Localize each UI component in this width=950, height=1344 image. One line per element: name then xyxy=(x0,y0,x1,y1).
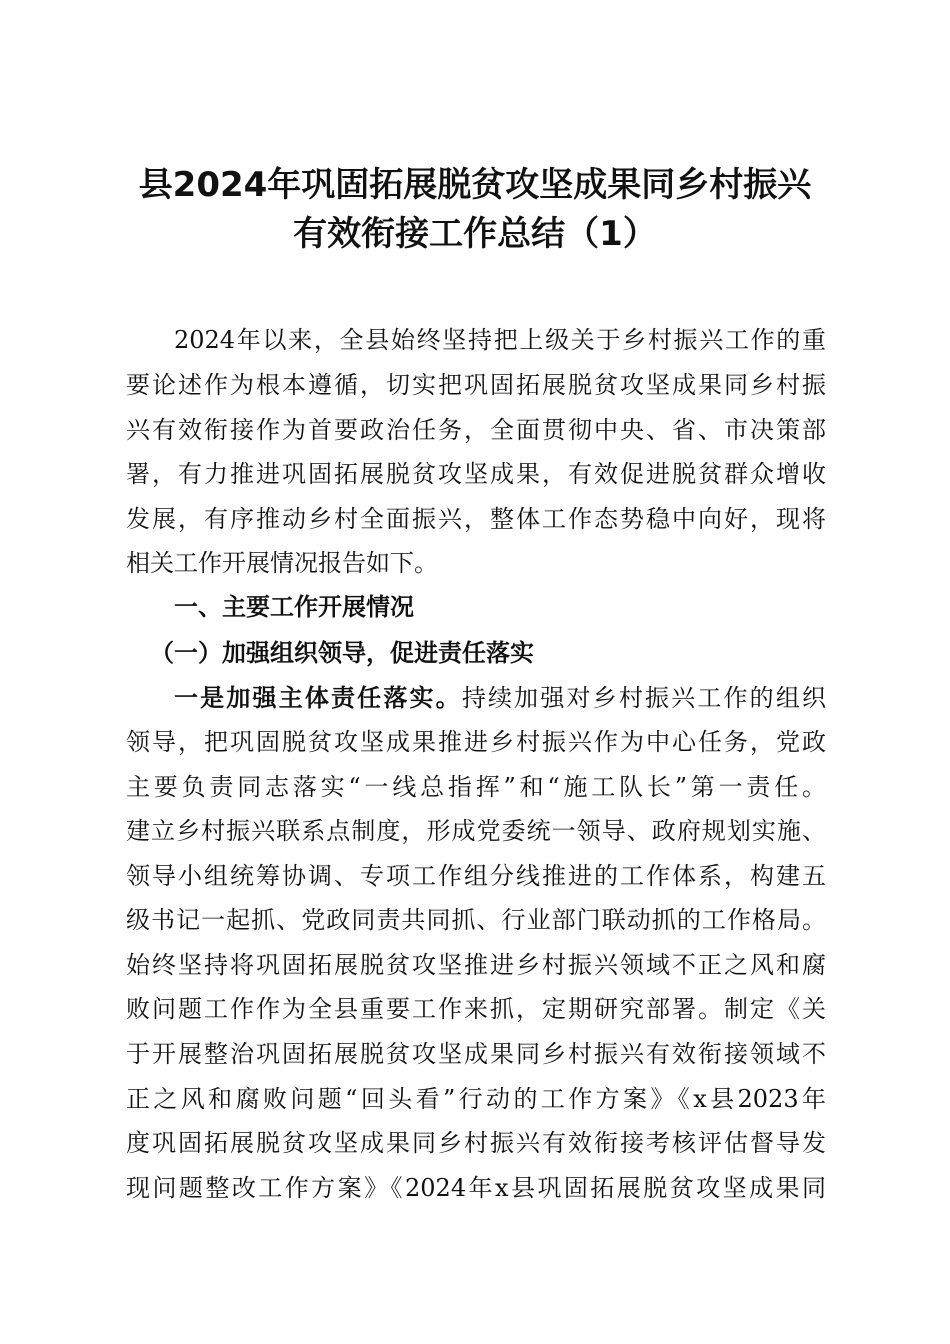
intro-line: 署，有力推进巩固拓展脱贫攻坚成果，有效促进脱贫群众增收 xyxy=(126,460,826,488)
paragraph-line: 正之风和腐败问题“回头看”行动的工作方案》《x县2023年 xyxy=(126,1085,826,1113)
paragraph-line: 主要负责同志落实“一线总指挥”和“施工队长”第一责任。 xyxy=(126,773,826,801)
document-title-line-1: 县2024年巩固拓展脱贫攻坚成果同乡村振兴 xyxy=(138,165,812,205)
paragraph-line: 始终坚持将巩固拓展脱贫攻坚推进乡村振兴领域不正之风和腐 xyxy=(126,951,826,979)
paragraph-lead-text: 一是加强主体责任落实。 xyxy=(174,684,462,712)
paragraph-line: 建立乡村振兴联系点制度，形成党委统一领导、政府规划实施、 xyxy=(126,817,826,845)
paragraph-line: 度巩固拓展脱贫攻坚成果同乡村振兴有效衔接考核评估督导发 xyxy=(126,1129,826,1157)
subsection-heading: （一）加强组织领导，促进责任落实 xyxy=(150,639,534,667)
intro-line: 发展，有序推动乡村全面振兴，整体工作态势稳中向好，现将 xyxy=(126,505,826,533)
document-title-line-2: 有效衔接工作总结（1） xyxy=(293,214,657,254)
paragraph-first-line xyxy=(174,676,826,720)
paragraph-line: 败问题工作作为全县重要工作来抓，定期研究部署。制定《关 xyxy=(126,995,826,1023)
paragraph-line: 领导小组统筹协调、专项工作组分线推进的工作体系，构建五 xyxy=(126,862,826,890)
intro-line: 相关工作开展情况报告如下。 xyxy=(126,549,438,577)
intro-line: 2024年以来，全县始终坚持把上级关于乡村振兴工作的重 xyxy=(174,326,826,354)
intro-line: 兴有效衔接作为首要政治任务，全面贯彻中央、省、市决策部 xyxy=(126,416,826,444)
paragraph-line: 领导，把巩固脱贫攻坚成果推进乡村振兴作为中心任务，党政 xyxy=(126,728,826,756)
intro-line: 要论述作为根本遵循，切实把巩固拓展脱贫攻坚成果同乡村振 xyxy=(126,371,826,399)
section-heading: 一、主要工作开展情况 xyxy=(174,593,414,621)
paragraph-line: 于开展整治巩固拓展脱贫攻坚成果同乡村振兴有效衔接领域不 xyxy=(126,1040,826,1068)
paragraph-line: 级书记一起抓、党政同责共同抓、行业部门联动抓的工作格局。 xyxy=(126,906,826,934)
paragraph-line: 现问题整改工作方案》《2024年x县巩固拓展脱贫攻坚成果同 xyxy=(126,1174,826,1202)
paragraph-text: 持续加强对乡村振兴工作的组织 xyxy=(461,684,827,712)
